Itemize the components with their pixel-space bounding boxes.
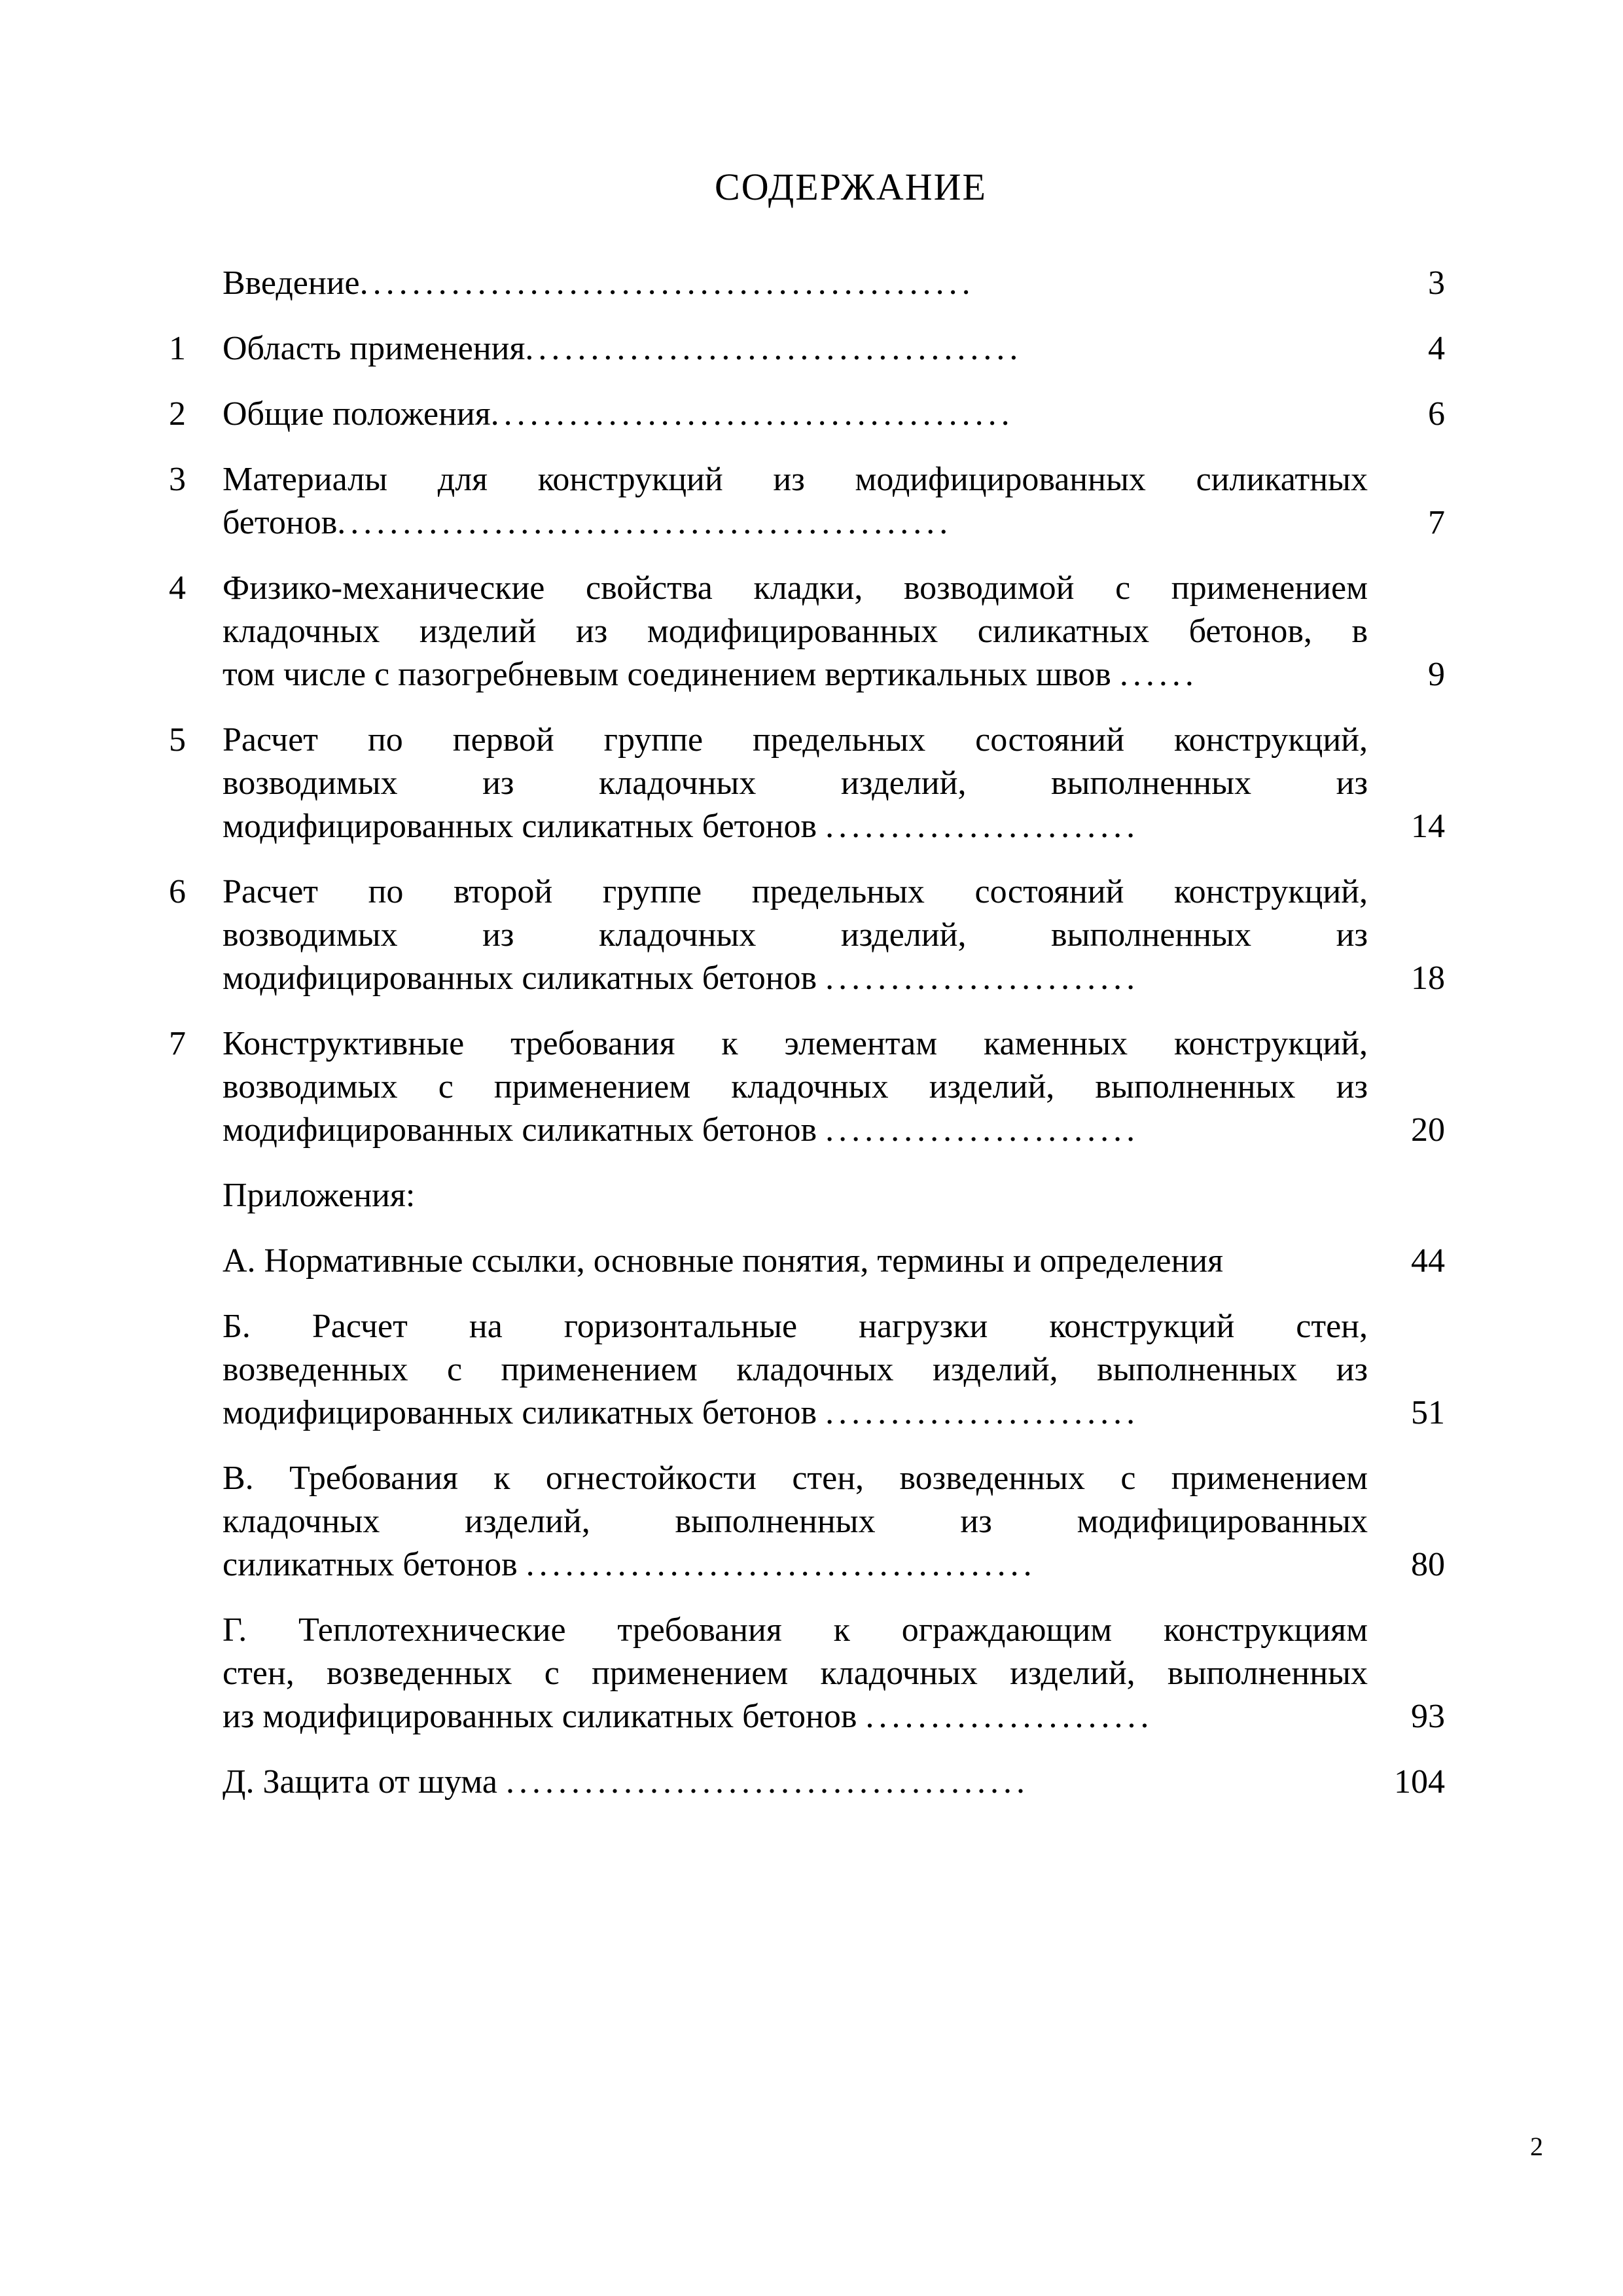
toc-leader-dots: ...................................... <box>525 330 1023 367</box>
appendix-entry-b[interactable] <box>0 1305 1623 1435</box>
toc-entry-1[interactable] <box>0 327 1623 370</box>
toc-entry-last-line <box>223 1695 1368 1738</box>
toc-entry-line: Б. Расчет на горизонтальные нагрузки конструкций стен, <box>223 1308 1368 1345</box>
toc-entry-page: 3 <box>1428 264 1445 302</box>
toc-entry-3[interactable] <box>0 458 1623 545</box>
toc-entry-line: кладочных изделий из модифицированных силикатных бетонов, в <box>223 613 1368 650</box>
toc-entry-line: Конструктивные требования к элементам каменных конструкций, <box>223 1025 1368 1062</box>
toc-entry-last-line <box>223 1391 1368 1435</box>
toc-entry-last-line <box>223 327 1368 370</box>
toc-leader-dots: ...................... <box>865 1698 1154 1735</box>
toc-entry-line: Расчет по второй группе предельных состояний конструкций, <box>223 873 1368 910</box>
toc-entry-last-line <box>223 501 1368 545</box>
toc-entry-title: Введение <box>223 264 360 302</box>
appendix-entry-a[interactable] <box>0 1240 1623 1283</box>
toc-entry-page: 14 <box>1411 808 1445 845</box>
toc-entry-page: 80 <box>1411 1546 1445 1583</box>
toc-entry-page: 9 <box>1428 656 1445 693</box>
toc-entry-page: 7 <box>1428 504 1445 541</box>
toc-leader-dots: ........................................ <box>490 395 1014 433</box>
toc-leader-dots: ........................................ <box>505 1763 1029 1801</box>
toc-entry-title: модифицированных силикатных бетонов <box>223 1394 817 1431</box>
toc-entry-last-line <box>223 653 1368 696</box>
toc-entry-title: модифицированных силикатных бетонов <box>223 960 817 997</box>
toc-entry-last-line <box>223 393 1368 436</box>
toc-entry-5[interactable] <box>0 719 1623 848</box>
toc-entry-line: возводимых с применением кладочных изделий, выполненных из <box>223 1068 1368 1105</box>
toc-entry-line: возведенных с применением кладочных изделий, выполненных из <box>223 1351 1368 1388</box>
table-of-contents <box>0 262 1623 1826</box>
toc-entry-page: 44 <box>1411 1242 1445 1280</box>
toc-entry-last-line <box>223 1761 1368 1804</box>
toc-entry-title: Область применения <box>223 330 526 367</box>
toc-leader-dots: ........................ <box>825 960 1140 997</box>
toc-entry-last-line <box>223 262 1368 305</box>
toc-entry-title: из модифицированных силикатных бетонов <box>223 1698 857 1735</box>
toc-leader-dots: ...... <box>1119 656 1198 693</box>
toc-entry-6[interactable] <box>0 870 1623 1000</box>
toc-entry-line: В. Требования к огнестойкости стен, возведенных с применением <box>223 1460 1368 1497</box>
toc-entry-last-line <box>223 1109 1368 1152</box>
toc-entry-line: Расчет по первой группе предельных состояний конструкций, <box>223 721 1368 759</box>
toc-entry-line: Материалы для конструкций из модифицированных силикатных <box>223 461 1368 498</box>
toc-entry-last-line <box>223 805 1368 848</box>
toc-leader-dots: ........................ <box>825 1394 1140 1431</box>
toc-entry-title: бетонов <box>223 504 338 541</box>
toc-entry-2[interactable] <box>0 393 1623 436</box>
appendix-entry-v[interactable] <box>0 1457 1623 1587</box>
toc-entry-7[interactable] <box>0 1022 1623 1152</box>
toc-entry-line: возводимых из кладочных изделий, выполненных из <box>223 916 1368 954</box>
toc-entry-title: модифицированных силикатных бетонов <box>223 808 817 845</box>
toc-entry-title: том числе с пазогребневым соединением вертикальных швов <box>223 656 1111 693</box>
toc-entry-line: Г. Теплотехнические требования к ограждающим конструкциям <box>223 1611 1368 1649</box>
toc-entry-last-line <box>223 1543 1368 1587</box>
toc-entry-number: 4 <box>169 569 186 607</box>
toc-entry-title: А. Нормативные ссылки, основные понятия, термины и определения <box>223 1242 1224 1280</box>
toc-leader-dots: ....................................... <box>526 1546 1037 1583</box>
toc-entry-introduction[interactable] <box>0 262 1623 305</box>
page-number: 2 <box>1530 2132 1543 2161</box>
toc-entry-line: Физико-механические свойства кладки, возводимой с применением <box>223 569 1368 607</box>
toc-entry-number: 2 <box>169 395 186 433</box>
toc-entry-title: силикатных бетонов <box>223 1546 518 1583</box>
toc-leader-dots: ........................ <box>825 1111 1140 1149</box>
toc-entry-4[interactable] <box>0 567 1623 696</box>
toc-entry-page: 51 <box>1411 1394 1445 1431</box>
toc-entry-line: возводимых из кладочных изделий, выполненных из <box>223 764 1368 802</box>
toc-leader-dots: ............................................... <box>337 504 953 541</box>
toc-entry-page: 4 <box>1428 330 1445 367</box>
toc-entry-title: Д. Защита от шума <box>223 1763 497 1801</box>
appendices-heading-text: Приложения: <box>223 1177 416 1214</box>
toc-leader-dots: ........................ <box>825 808 1140 845</box>
toc-entry-number: 3 <box>169 461 186 498</box>
toc-entry-number: 6 <box>169 873 186 910</box>
toc-entry-page: 20 <box>1411 1111 1445 1149</box>
toc-leader-dots: ............................................... <box>359 264 975 302</box>
toc-entry-page: 93 <box>1411 1698 1445 1735</box>
page-title: СОДЕРЖАНИЕ <box>715 166 987 208</box>
appendix-entry-g[interactable] <box>0 1609 1623 1738</box>
appendices-heading <box>0 1174 1623 1217</box>
toc-entry-number: 7 <box>169 1025 186 1062</box>
toc-entry-number: 5 <box>169 721 186 759</box>
toc-entry-last-line <box>223 957 1368 1000</box>
appendix-entry-d[interactable] <box>0 1761 1623 1804</box>
toc-entry-page: 18 <box>1411 960 1445 997</box>
toc-entry-page: 6 <box>1428 395 1445 433</box>
toc-entry-title: Общие положения <box>223 395 491 433</box>
toc-entry-last-line <box>223 1240 1368 1283</box>
toc-entry-page: 104 <box>1394 1763 1445 1801</box>
toc-entry-title: модифицированных силикатных бетонов <box>223 1111 817 1149</box>
toc-entry-number: 1 <box>169 330 186 367</box>
toc-entry-line: стен, возведенных с применением кладочных изделий, выполненных <box>223 1655 1368 1692</box>
toc-entry-line: кладочных изделий, выполненных из модифицированных <box>223 1503 1368 1540</box>
